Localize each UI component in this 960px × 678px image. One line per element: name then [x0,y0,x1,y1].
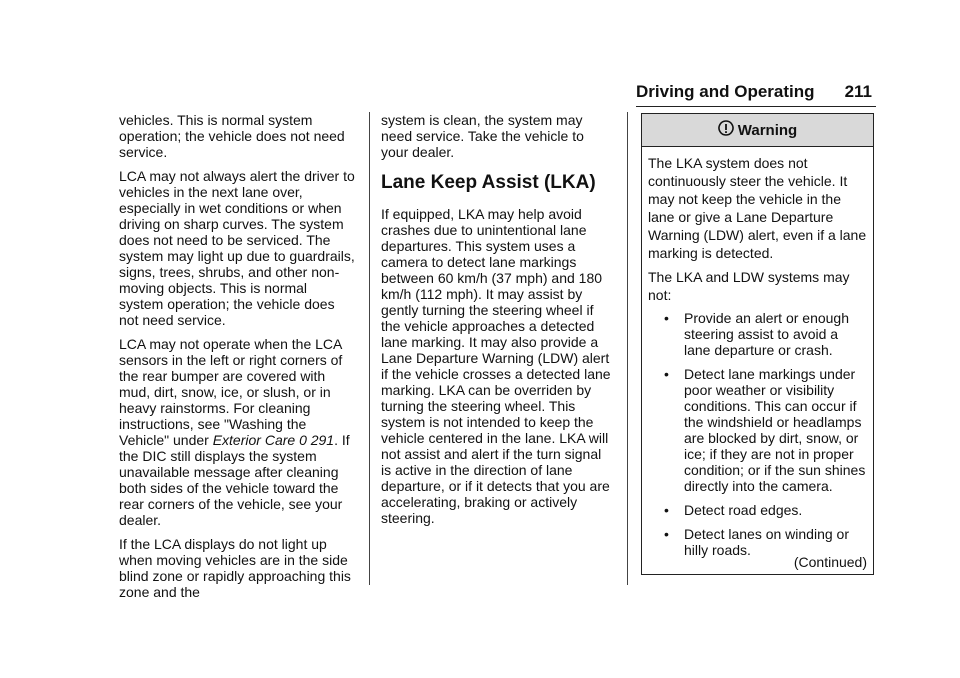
page-number: 211 [844,82,872,101]
paragraph: The LKA and LDW systems may not: [648,269,850,303]
warning-box [641,113,874,575]
column-left [119,112,355,608]
warning-list [648,310,867,558]
column-divider [627,112,628,585]
section-title: Driving and Operating [636,82,815,101]
paragraph [119,336,355,528]
paragraph: If equipped, LKA may help avoid crashes due to unintentional lane departures. This system uses a camera to detect lane markings between 60 km/h (37 mph) and 180 km/h (112 mph). It may assist by gently turning the steering wheel if the vehicle approaches a detected lane marking. It may also provide a Lane Departure Warning (LDW) alert if the vehicle crosses a detected lane marking. LKA can be overriden by turning the steering wheel. This system is not intended to keep the vehicle centered in the lane. LKA will not assist and alert if the turn signal is active in the direction of lane departure, or if it detects that you are accelerating, braking or actively steering. [381,206,611,526]
paragraph: vehicles. This is normal system operation; the vehicle does not need service. [119,112,345,160]
paragraph: system is clean, the system may need service. Take the vehicle to your dealer. [381,112,584,160]
bullet-icon: • [664,526,669,542]
bullet-icon: • [664,310,669,326]
warning-header [642,114,873,147]
list-item-text: Detect road edges. [684,502,803,518]
page-reference[interactable]: 0 291 [299,432,335,448]
paragraph: If the LCA displays do not light up when moving vehicles are in the side blind zone or rapidly approaching this zone and the [119,536,351,600]
warning-title: Warning [737,121,798,139]
continued-label: (Continued) [793,554,867,570]
list-item [648,366,867,494]
list-item [648,502,867,518]
list-item-text: Detect lanes on winding or hilly roads. [684,526,849,558]
bullet-icon: • [664,366,669,382]
list-item-text: Provide an alert or enough steering assist to avoid a lane departure or crash. [684,310,849,358]
running-header [636,82,876,107]
bullet-icon: • [664,502,669,518]
text: LCA may not operate when the LCA sensors in the left or right corners of the rear bumper are covered with mud, dirt, snow, ice, or slush, or in heavy rainstorms. For cleaning instructions, see "Washing the Vehicle" under [119,336,343,448]
warning-icon [718,120,738,140]
warning-body [642,147,873,558]
column-divider [369,112,370,585]
paragraph: The LKA system does not continuously steer the vehicle. It may not keep the vehicle in the lane or give a Lane Departure Warning (LDW) alert, even if a lane marking is detected. [648,155,867,261]
list-item [648,310,867,358]
list-item-text: Detect lane markings under poor weather or visibility conditions. This can occur if the windshield or headlamps are blocked by dirt, snow, or ice; if they are not in proper condition; or if the sun shines directly into the camera. [684,366,866,494]
text: . If the DIC still displays the system unavailable message after cleaning both sides of the vehicle toward the rear corners of the vehicle, see your dealer. [119,432,350,528]
paragraph: LCA may not always alert the driver to vehicles in the next lane over, especially in wet conditions or when driving on sharp curves. The system does not need to be serviced. The system may light up due to guardrails, signs, trees, shrubs, and other non-moving objects. This is normal system operation; the vehicle does not need service. [119,168,355,328]
section-heading: Lane Keep Assist (LKA) [381,172,596,193]
exterior-care-link[interactable]: Exterior Care [212,432,296,448]
column-middle [381,112,611,534]
